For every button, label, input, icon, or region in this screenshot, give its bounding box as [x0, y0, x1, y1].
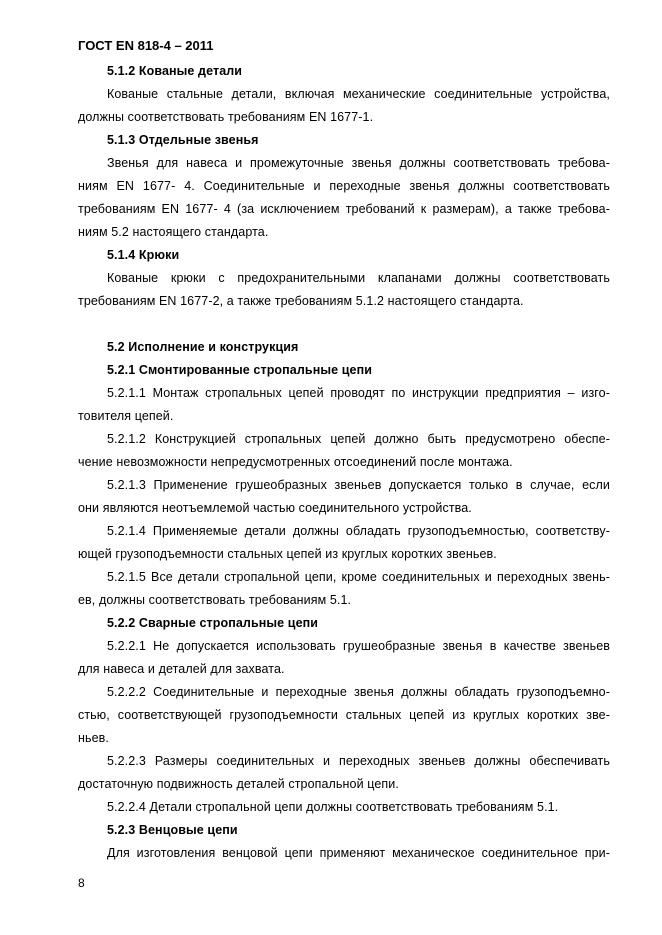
standard-header: ГОСТ EN 818-4 – 2011: [78, 38, 214, 53]
paragraph-5-2-2-1: 5.2.2.1 Не допускается использовать грушеобразные звенья в качестве звеньев: [107, 639, 610, 653]
paragraph-5-2-2-3: достаточную подвижность деталей стропальной цепи.: [78, 777, 399, 791]
section-5-1-3-line: требованиям EN 1677- 4 (за исключением требований к размерам), а также требова-: [78, 202, 610, 216]
section-5-1-4-heading: 5.1.4 Крюки: [107, 248, 180, 262]
paragraph-5-2-1-1: 5.2.1.1 Монтаж стропальных цепей проводят по инструкции предприятия – изго-: [107, 386, 610, 400]
section-5-1-3-line: ниям EN 1677- 4. Соединительные и переходные звенья должны соответствовать: [78, 179, 610, 193]
section-5-2-1-heading: 5.2.1 Смонтированные стропальные цепи: [107, 363, 373, 377]
paragraph-5-2-2-2: стью, соответствующей грузоподъемности стальных цепей из круглых коротких зве-: [78, 708, 610, 722]
section-5-1-4-line: требованиям EN 1677-2, а также требованиям 5.1.2 настоящего стандарта.: [78, 294, 524, 308]
paragraph-5-2-1-2: 5.2.1.2 Конструкцией стропальных цепей должно быть предусмотрено обеспе-: [107, 432, 610, 446]
section-5-2-heading: 5.2 Исполнение и конструкция: [107, 340, 299, 354]
paragraph-5-2-1-4: 5.2.1.4 Применяемые детали должны обладать грузоподъемностью, соответству-: [107, 524, 610, 538]
paragraph-5-2-1-3: они являются неотъемлемой частью соединительного устройства.: [78, 501, 472, 515]
paragraph-5-2-2-2: ньев.: [78, 731, 109, 745]
section-5-1-4-line: Кованые крюки с предохранительными клапанами должны соответствовать: [107, 271, 610, 285]
section-5-2-3-heading: 5.2.3 Венцовые цепи: [107, 823, 238, 837]
section-5-1-3-heading: 5.1.3 Отдельные звенья: [107, 133, 259, 147]
paragraph-5-2-2-4: 5.2.2.4 Детали стропальной цепи должны соответствовать требованиям 5.1.: [107, 800, 559, 814]
section-5-1-3-line: Звенья для навеса и промежуточные звенья должны соответствовать требова-: [107, 156, 610, 170]
section-5-1-2-line: должны соответствовать требованиям EN 1677-1.: [78, 110, 374, 124]
section-5-1-2-heading: 5.1.2 Кованые детали: [107, 64, 243, 78]
paragraph-5-2-1-4: ющей грузоподъемности стальных цепей из круглых коротких звеньев.: [78, 547, 497, 561]
page-number: 8: [78, 876, 85, 890]
section-5-2-2-heading: 5.2.2 Сварные стропальные цепи: [107, 616, 319, 630]
section-5-1-2-line: Кованые стальные детали, включая механические соединительные устройства,: [107, 87, 610, 101]
paragraph-5-2-2-1: для навеса и деталей для захвата.: [78, 662, 285, 676]
paragraph-5-2-1-2: чение невозможности непредусмотренных отсоединений после монтажа.: [78, 455, 513, 469]
paragraph-5-2-2-3: 5.2.2.3 Размеры соединительных и переходных звеньев должны обеспечивать: [107, 754, 610, 768]
paragraph-5-2-1-3: 5.2.1.3 Применение грушеобразных звеньев допускается только в случае, если: [107, 478, 610, 492]
paragraph-5-2-2-2: 5.2.2.2 Соединительные и переходные звенья должны обладать грузоподъемно-: [107, 685, 610, 699]
section-5-2-3-line: Для изготовления венцовой цепи применяют механическое соединительное при-: [107, 846, 610, 860]
section-5-1-3-line: ниям 5.2 настоящего стандарта.: [78, 225, 269, 239]
paragraph-5-2-1-1: товителя цепей.: [78, 409, 174, 423]
paragraph-5-2-1-5: ев, должны соответствовать требованиям 5.1.: [78, 593, 352, 607]
paragraph-5-2-1-5: 5.2.1.5 Все детали стропальной цепи, кроме соединительных и переходных звень-: [107, 570, 610, 584]
